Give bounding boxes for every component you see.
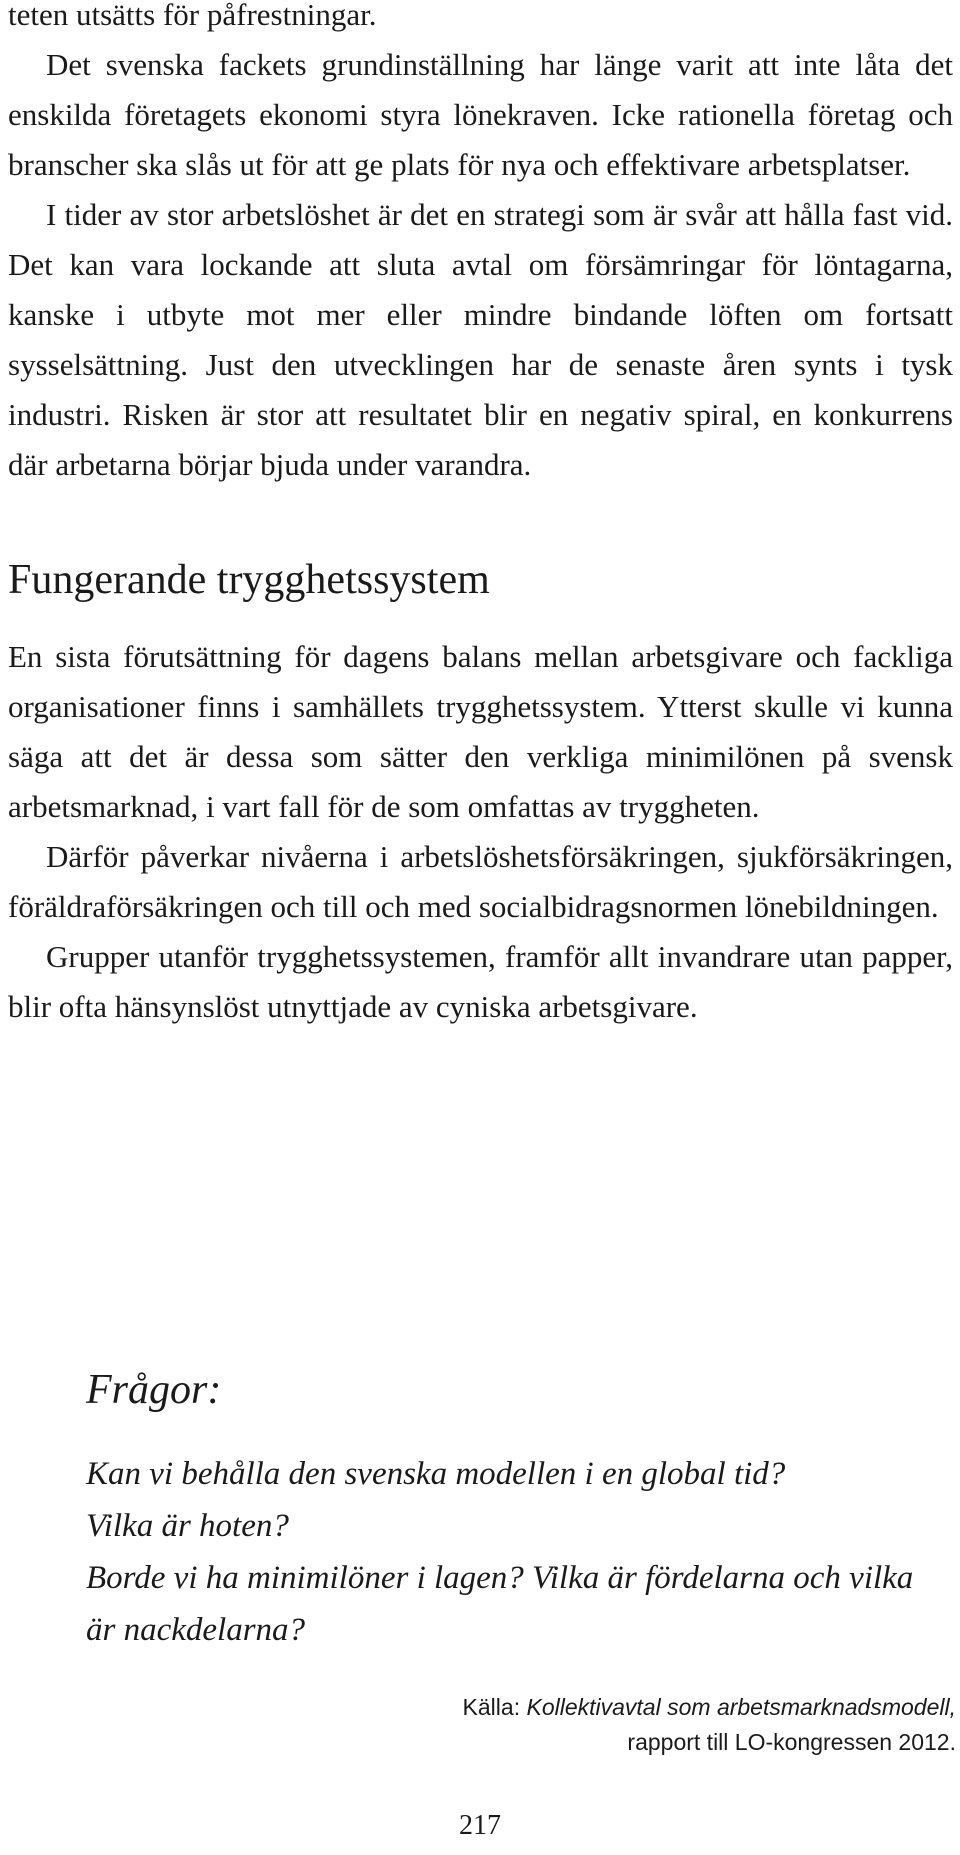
paragraph: I tider av stor arbetslöshet är det en strategi som är svår att hålla fast vid. Det kan vara lockande att sluta avtal om försämringar för löntagarna, kanske i utbyte mot mer eller mindre bindande löften om fortsatt sysselsättning. Just den utvecklingen har de senaste åren synts i tysk industri. Risken är stor att resultatet blir en negativ spiral, en konkurrens där arbetarna börjar bjuda under varandra. bbox=[8, 197, 953, 482]
questions-box bbox=[86, 1362, 946, 1656]
paragraph: En sista förutsättning för dagens balans mellan arbetsgivare och fackliga organisationer finns i samhällets trygghetssystem. Ytterst skulle vi kunna säga att det är dessa som sätter den verkliga minimilönen på svensk arbetsmarknad, i vart fall för de som omfattas av tryggheten. bbox=[8, 639, 953, 824]
question-item: Vilka är hoten? bbox=[86, 1508, 289, 1544]
source-rest: rapport till LO-kongressen 2012. bbox=[627, 1729, 956, 1755]
questions-heading: Frågor: bbox=[86, 1367, 222, 1413]
source-citation bbox=[463, 1690, 956, 1760]
question-item: Borde vi ha minimilöner i lagen? Vilka är fördelarna och vilka är nackdelarna? bbox=[86, 1560, 914, 1648]
paragraph: Det svenska fackets grundinställning har länge varit att inte låta det enskilda företagets ekonomi styra lönekraven. Icke rationella företag och branscher ska slås ut för att ge plats för nya och effektivare arbetsplatser. bbox=[8, 47, 953, 182]
page-number: 217 bbox=[459, 1810, 501, 1841]
source-title: Kollektivavtal som arbetsmarknadsmodell, bbox=[526, 1694, 956, 1720]
source-prefix: Källa: bbox=[462, 1694, 527, 1720]
paragraph: teten utsätts för påfrestningar. bbox=[8, 0, 377, 32]
body-text bbox=[8, 0, 953, 1032]
question-item: Kan vi behålla den svenska modellen i en global tid? bbox=[86, 1456, 786, 1492]
section-heading: Fungerande trygghetssystem bbox=[8, 557, 490, 603]
paragraph: Därför påverkar nivåerna i arbetslöshetsförsäkringen, sjukförsäkringen, föräldraförsäkringen och till och med socialbidragsnormen lönebildningen. bbox=[8, 839, 953, 924]
paragraph: Grupper utanför trygghetssystemen, framför allt invandrare utan papper, blir ofta hänsynslöst utnyttjade av cyniska arbetsgivare. bbox=[8, 939, 953, 1024]
